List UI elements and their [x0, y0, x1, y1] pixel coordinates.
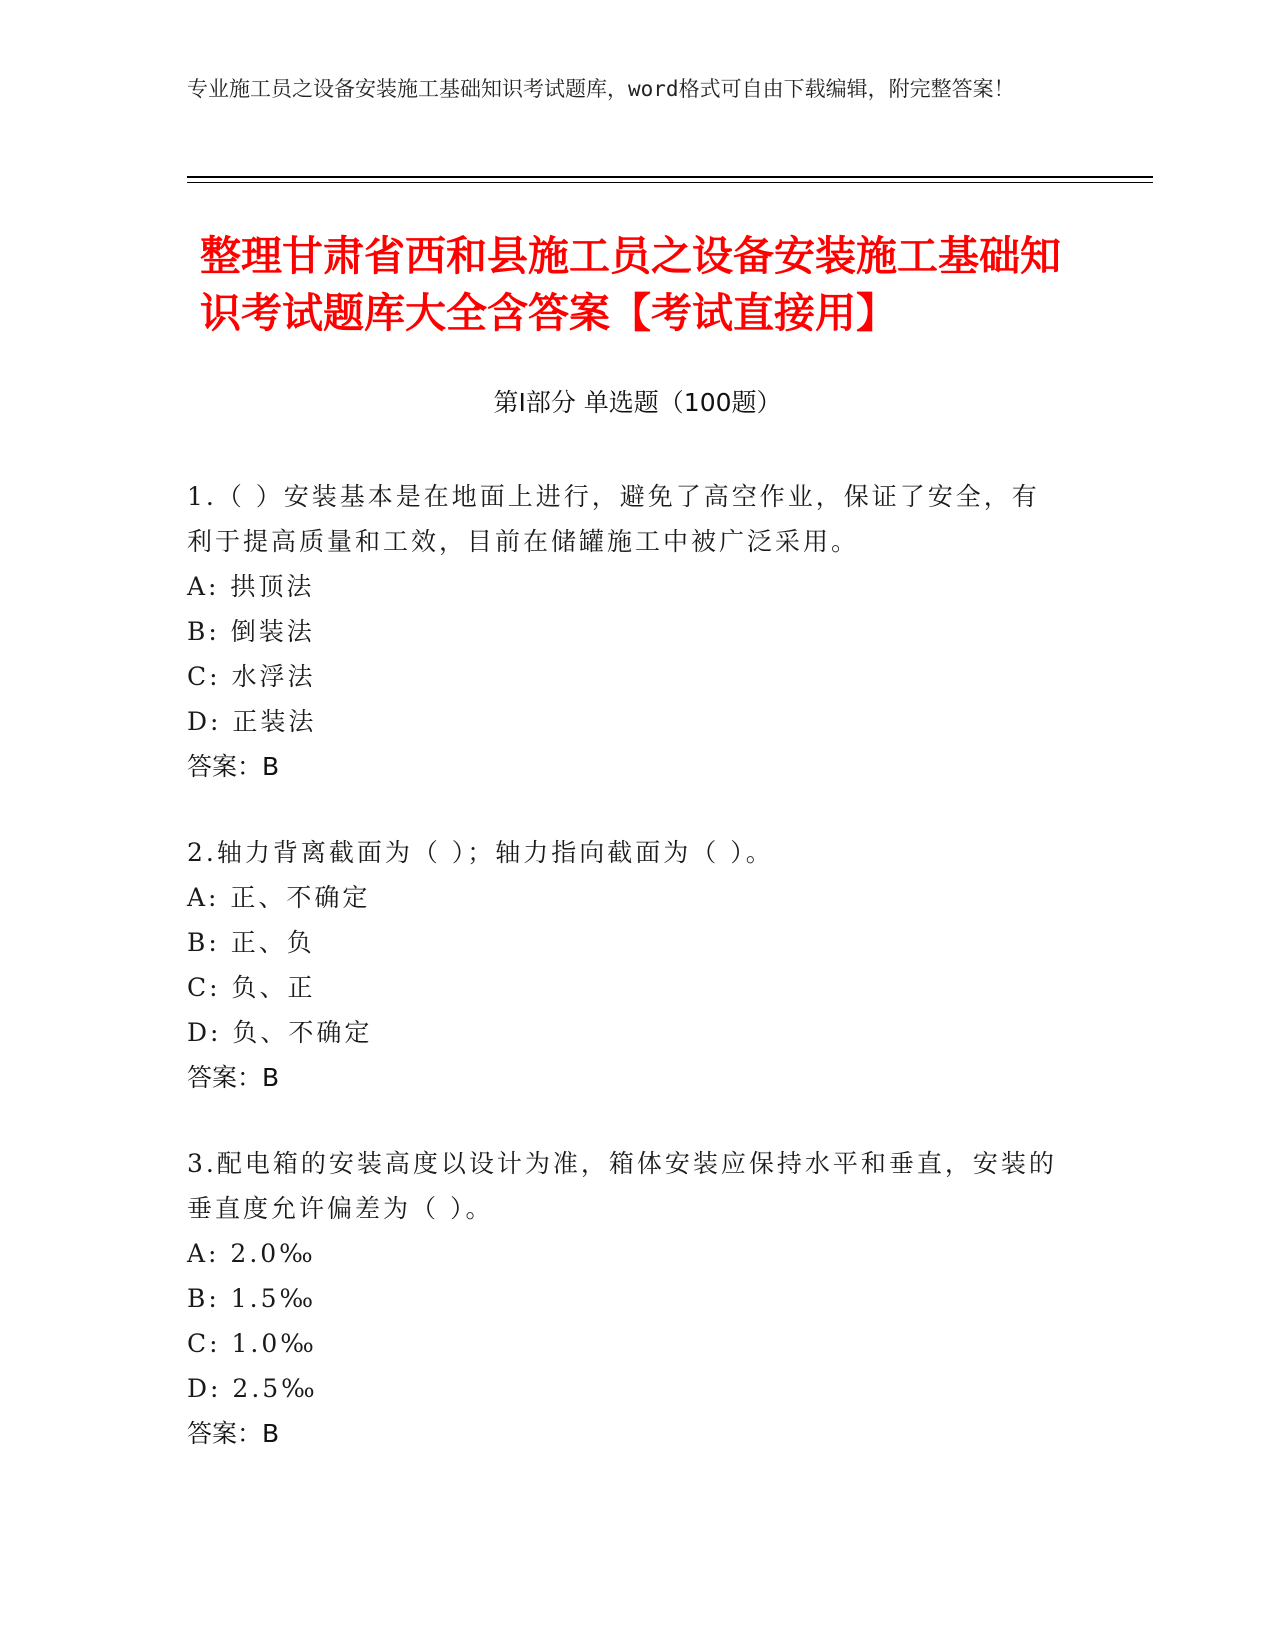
option-a: A: 2.0‰	[187, 1239, 316, 1268]
question-stem: 1.（ ）安装基本是在地面上进行，避免了高空作业，保证了安全，有利于提高质量和工效，目前在储罐施工中被广泛采用。	[187, 482, 1040, 556]
option-b: B: 1.5‰	[187, 1284, 317, 1313]
option-d: D: 2.5‰	[187, 1374, 318, 1403]
answer: 答案：B	[187, 752, 280, 781]
option-c: C: 1.0‰	[187, 1329, 317, 1358]
option-c: C: 负、正	[187, 973, 316, 1002]
answer: 答案：B	[187, 1063, 280, 1092]
option-d: D: 正装法	[187, 707, 317, 736]
option-a: A: 拱顶法	[187, 572, 315, 601]
header-note: 专业施工员之设备安装施工基础知识考试题库，word格式可自由下载编辑，附完整答案！	[187, 77, 1015, 101]
question-stem: 3.配电箱的安装高度以设计为准，箱体安装应保持水平和垂直，安装的垂直度允许偏差为（ ）。	[187, 1149, 1057, 1223]
question-list	[187, 474, 1067, 1497]
option-c: C: 水浮法	[187, 662, 316, 691]
header-rule-thin	[187, 182, 1153, 183]
section-title: 第Ⅰ部分 单选题（100题）	[493, 388, 782, 417]
option-b: B: 倒装法	[187, 617, 315, 646]
document-title: 整理甘肃省西和县施工员之设备安装施工基础知识考试题库大全含答案【考试直接用】	[200, 232, 1061, 337]
option-b: B: 正、负	[187, 928, 315, 957]
question-1	[187, 474, 1067, 789]
option-d: D: 负、不确定	[187, 1018, 373, 1047]
question-2	[187, 830, 1067, 1100]
answer: 答案：B	[187, 1419, 280, 1448]
question-3	[187, 1141, 1067, 1456]
option-a: A: 正、不确定	[187, 883, 371, 912]
question-stem: 2.轴力背离截面为（ ）；轴力指向截面为（ ）。	[187, 838, 774, 867]
header-rule-thick	[187, 176, 1153, 178]
